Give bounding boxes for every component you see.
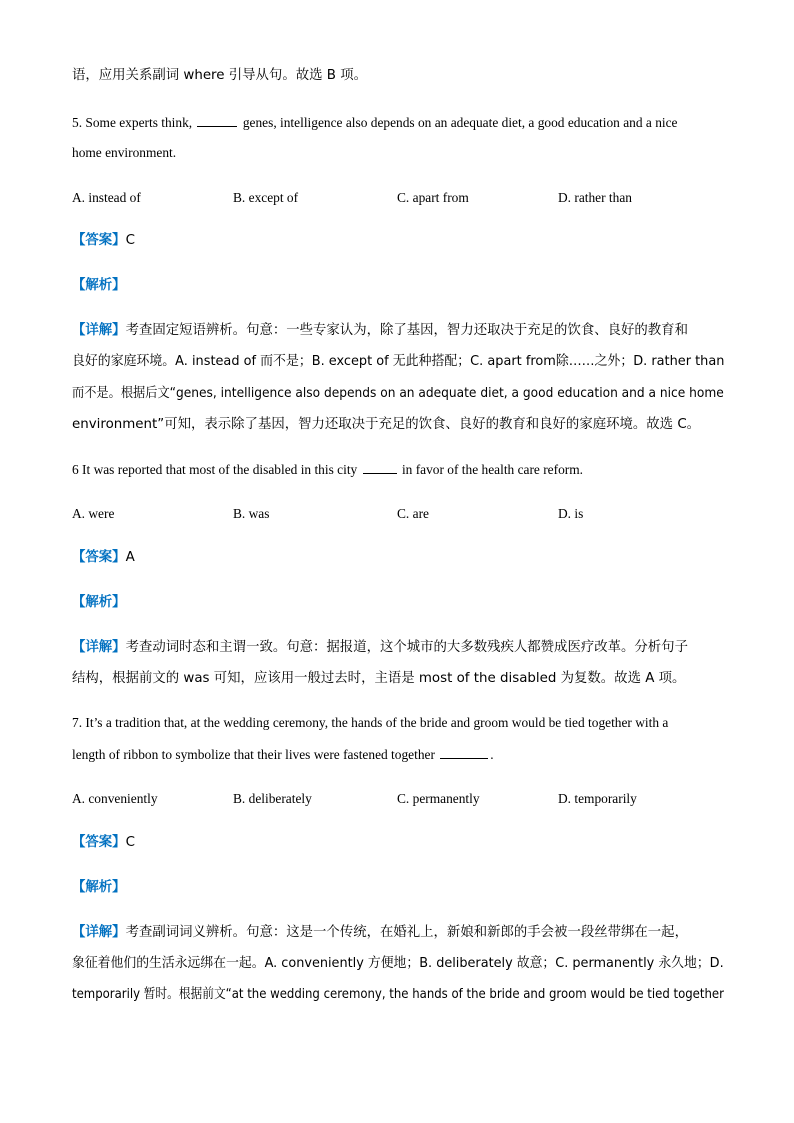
q6-answer [72, 550, 135, 566]
q7-blank [440, 746, 488, 759]
q7-stem-part-a: length of ribbon to symbolize that their lives were fastened together [72, 747, 439, 762]
q7-answer-value: C [125, 835, 135, 850]
q5-option-d: D. rather than [558, 190, 632, 205]
q6-blank [363, 461, 397, 474]
q6-option-d: D. is [558, 506, 584, 521]
q7-answer-tag: 【答案】 [72, 835, 126, 850]
q6-option-c: C. are [397, 506, 429, 521]
q5-stem-part-a: 5. Some experts think, [72, 115, 196, 130]
q6-option-b: B. was [233, 506, 270, 521]
q5-answer [72, 233, 135, 249]
q5-stem-line-2: home environment. [72, 145, 177, 160]
q7-option-b: B. deliberately [233, 791, 312, 806]
intro-line: 语，应用关系副词 where 引导从句。故选 B 项。 [72, 68, 367, 83]
q6-option-a: A. were [72, 506, 115, 521]
q5-detail-line-3: 而不是。根据后文“genes, intelligence also depends on an adequate diet, a good education and a nice home [72, 386, 724, 401]
q5-detail-text-1: 考查固定短语辨析。句意：一些专家认为，除了基因，智力还取决于充足的饮食、良好的教育和 [125, 323, 688, 338]
q5-detail-line-4: environment”可知，表示除了基因，智力还取决于充足的饮食、良好的教育和良好的家庭环境。故选 C。 [72, 417, 701, 432]
q5-detail-tag: 【详解】 [72, 323, 126, 338]
q5-analysis-tag: 【解析】 [72, 278, 126, 293]
q6-detail-line-2: 结构，根据前文的 was 可知，应该用一般过去时，主语是 most of the disabled 为复数。故选 A 项。 [72, 671, 686, 686]
q7-detail-line-2: 象征着他们的生活永远绑在一起。A. conveniently 方便地；B. deliberately 故意；C. permanently 永久地；D. [72, 956, 724, 971]
q7-detail-line-1 [72, 925, 688, 941]
q7-detail-text-1: 考查副词词义辨析。句意：这是一个传统，在婚礼上，新娘和新郎的手会被一段丝带绑在一起， [125, 925, 688, 940]
q6-answer-value: A [125, 550, 135, 565]
q5-answer-value: C [125, 233, 135, 248]
q7-detail-line-3: temporarily 暂时。根据前文“at the wedding ceremony, the hands of the bride and groom would be tied together [72, 987, 724, 1002]
q5-option-a: A. instead of [72, 190, 141, 205]
q6-stem-part-b: in favor of the health care reform. [398, 462, 583, 477]
q6-analysis-tag: 【解析】 [72, 595, 126, 610]
q6-stem-line-1 [72, 461, 583, 478]
q6-detail-text-1: 考查动词时态和主谓一致。句意：据报道，这个城市的大多数残疾人都赞成医疗改革。分析句子 [125, 640, 688, 655]
q7-detail-tag: 【详解】 [72, 925, 126, 940]
q7-stem-part-b: . [490, 747, 494, 762]
q5-stem-line-1 [72, 114, 678, 131]
q5-detail-line-1 [72, 323, 688, 339]
q5-answer-tag: 【答案】 [72, 233, 126, 248]
q7-analysis-tag: 【解析】 [72, 880, 126, 895]
q7-option-c: C. permanently [397, 791, 480, 806]
q7-stem-line-1: 7. It’s a tradition that, at the wedding ceremony, the hands of the bride and groom would be tied together with a [72, 715, 669, 730]
q6-detail-line-1 [72, 640, 688, 656]
q7-stem-line-2 [72, 746, 494, 763]
q5-stem-part-b: genes, intelligence also depends on an adequate diet, a good education and a nice [239, 115, 678, 130]
q6-stem-part-a: 6 It was reported that most of the disabled in this city [72, 462, 361, 477]
q7-answer [72, 835, 135, 851]
q6-detail-tag: 【详解】 [72, 640, 126, 655]
q7-option-a: A. conveniently [72, 791, 158, 806]
q5-blank [197, 114, 237, 127]
q5-detail-line-2: 良好的家庭环境。A. instead of 而不是；B. except of 无此种搭配；C. apart from除……之外；D. rather than [72, 354, 725, 369]
q7-option-d: D. temporarily [558, 791, 637, 806]
q6-answer-tag: 【答案】 [72, 550, 126, 565]
q5-option-c: C. apart from [397, 190, 469, 205]
q5-option-b: B. except of [233, 190, 299, 205]
